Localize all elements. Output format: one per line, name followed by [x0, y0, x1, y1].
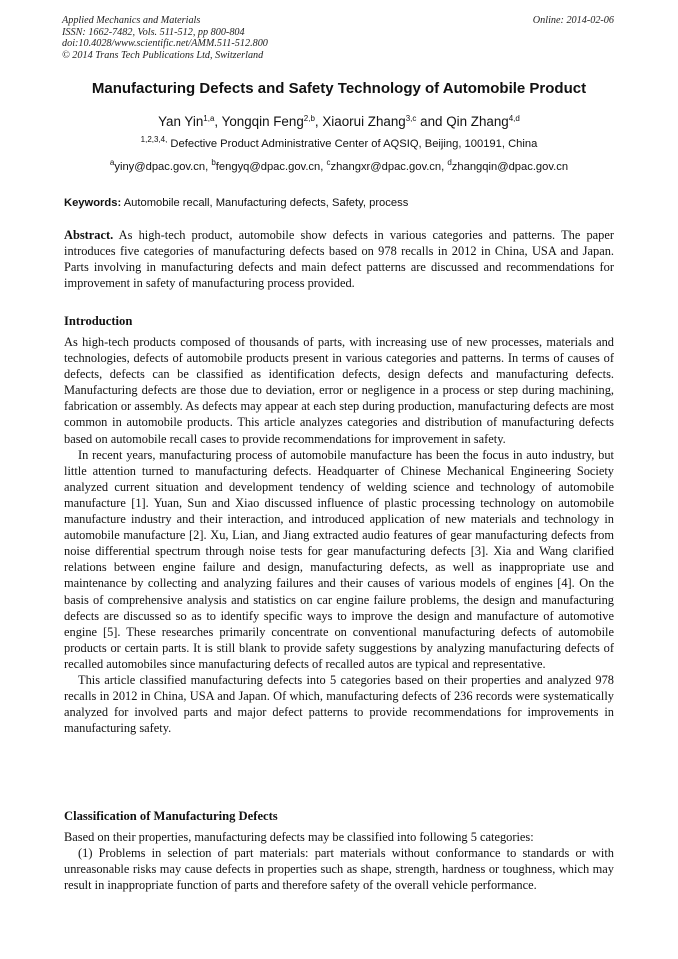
- author-sup: 2,b: [303, 114, 315, 123]
- classification-body: [64, 829, 614, 893]
- affiliation: [0, 137, 678, 151]
- email-sup: c: [326, 158, 331, 167]
- email-sup: d: [447, 158, 452, 167]
- paragraph: As high-tech products composed of thousands of parts, with increasing use of new processes, materials and technologies, defects of automobile products present in various categories and patterns. In terms of causes of defects, defects can be classified as identification defects, design defects and manufacturing defects. Manufacturing defects are those due to deviation, error or negligence in a process or step during machining, fabrication or assembly. As defects may appear at each step during production, manufacturing defects are most common in automobile products. This article analyzes categories and distribution of manufacturing defects based on automobile recall cases to provide recommendations for improvement in safety.: [64, 335, 614, 446]
- author-separator: ,: [214, 114, 222, 129]
- introduction-heading: Introduction: [64, 314, 133, 328]
- issn-line: ISSN: 1662-7482, Vols. 511-512, pp 800-804: [62, 26, 245, 38]
- paragraph: In recent years, manufacturing process of automobile manufacture has been the focus in auto industry, but little attention turned to manufacturing defects. Headquarter of Chinese Mechanical Engineering Society analyzed current situation and development tendency of welding science and technology of automobile manufacture [1]. Yuan, Sun and Xiao discussed influence of plastic processing technology on automobile manufacture industry and their interaction, and introduced application of new materials and technology in automobile manufacture [2]. Xu, Lian, and Jiang extracted audio features of gear manufacturing defects from noise differential spectrum through noise tests for gear manufacturing defects [3]. Xia and Wang clarified relations between engine failure and design, manufacturing defects, as well as inappropriate use and maintenance by collecting and analyzing failures and their causes of various models of engines [4]. On the basis of comprehensive analysis and statistics on car engine failure problems, the design and manufacturing defects are discussed so as to identify specific ways to improve the design and manufacture of automotive engine [5]. These researches primarily concentrate on conventional manufacturing defects of automobile products or certain parts. It is still blank to provide safety suggestions by analyzing manufacturing defects of recalled automobiles since manufacturing defects of recalled autos are typical and representative.: [64, 447, 614, 671]
- author-sup: 3,c: [405, 114, 417, 123]
- copyright-line: © 2014 Trans Tech Publications Ltd, Switzerland: [62, 49, 264, 61]
- paragraph: Based on their properties, manufacturing defects may be classified into following 5 categories:: [64, 830, 534, 844]
- email-sup: b: [211, 158, 216, 167]
- author-name: Qin Zhang: [446, 114, 509, 129]
- author-sup: 4,d: [508, 114, 520, 123]
- email-link[interactable]: zhangqin@dpac.gov.cn: [451, 161, 569, 173]
- email-link[interactable]: fengyq@dpac.gov.cn: [215, 161, 321, 173]
- online-date: Online: 2014-02-06: [532, 15, 614, 26]
- abstract-text: As high-tech product, automobile show defects in various categories and patterns. The paper introduces five categories of manufacturing defects based on 978 recalls in 2012 in China, USA and Japan. Parts involving in manufacturing defects and main defect patterns are discussed and recommendations for improvement in safety of manufacturing process provided.: [64, 228, 614, 291]
- author-name: Yongqin Feng: [221, 114, 304, 129]
- author-name: Yan Yin: [158, 114, 204, 129]
- author-list: [0, 114, 678, 130]
- email-list: $^a$yiny@dpac.gov.cn, $^b$fengyq@dpac.gov.cn, $^c$zhangxr@dpac.gov.cn, $^d$zhangqin@dpac.gov.cn: [109, 158, 569, 173]
- paragraph: (1) Problems in selection of part materials: part materials without conformance to standards or with unreasonable risks may cause defects in properties such as shape, strength, hardness or toughness, which may result in inappropriate function of parts and therefore safety of the overall vehicle performance.: [64, 846, 614, 893]
- keywords-label: Keywords:: [64, 197, 122, 209]
- paper-title: Manufacturing Defects and Safety Technology of Automobile Product: [91, 80, 587, 97]
- affiliation-text: Defective Product Administrative Center of AQSIQ, Beijing, 100191, China: [167, 138, 538, 150]
- email-sup: a: [109, 158, 115, 167]
- introduction-body: [64, 334, 614, 736]
- affiliation-sup: 1,2,3,4,: [140, 135, 168, 144]
- journal-header: [62, 15, 268, 61]
- keywords-text: Automobile recall, Manufacturing defects, Safety, process: [121, 197, 409, 209]
- author-sup: 1,a: [203, 114, 215, 123]
- email-link[interactable]: zhangxr@dpac.gov.cn: [330, 161, 442, 173]
- paragraph: This article classified manufacturing defects into 5 categories based on their properties and analyzed 978 recalls in 2012 in China, USA and Japan. Of which, manufacturing defects of 236 records were systematically analyzed for involved parts and major defect patterns to provide recommendations for improvements in manufacturing safety.: [64, 672, 614, 736]
- author-and: and: [416, 114, 447, 129]
- abstract-label: Abstract.: [64, 228, 114, 242]
- author-separator: ,: [314, 114, 323, 129]
- journal-name: Applied Mechanics and Materials: [62, 15, 201, 26]
- abstract: [64, 227, 614, 291]
- author-name: Xiaorui Zhang: [322, 114, 406, 129]
- email-link[interactable]: yiny@dpac.gov.cn: [114, 161, 206, 173]
- classification-heading: Classification of Manufacturing Defects: [64, 809, 278, 823]
- keywords: [64, 196, 408, 210]
- doi-line: doi:10.4028/www.scientific.net/AMM.511-512.800: [62, 38, 268, 50]
